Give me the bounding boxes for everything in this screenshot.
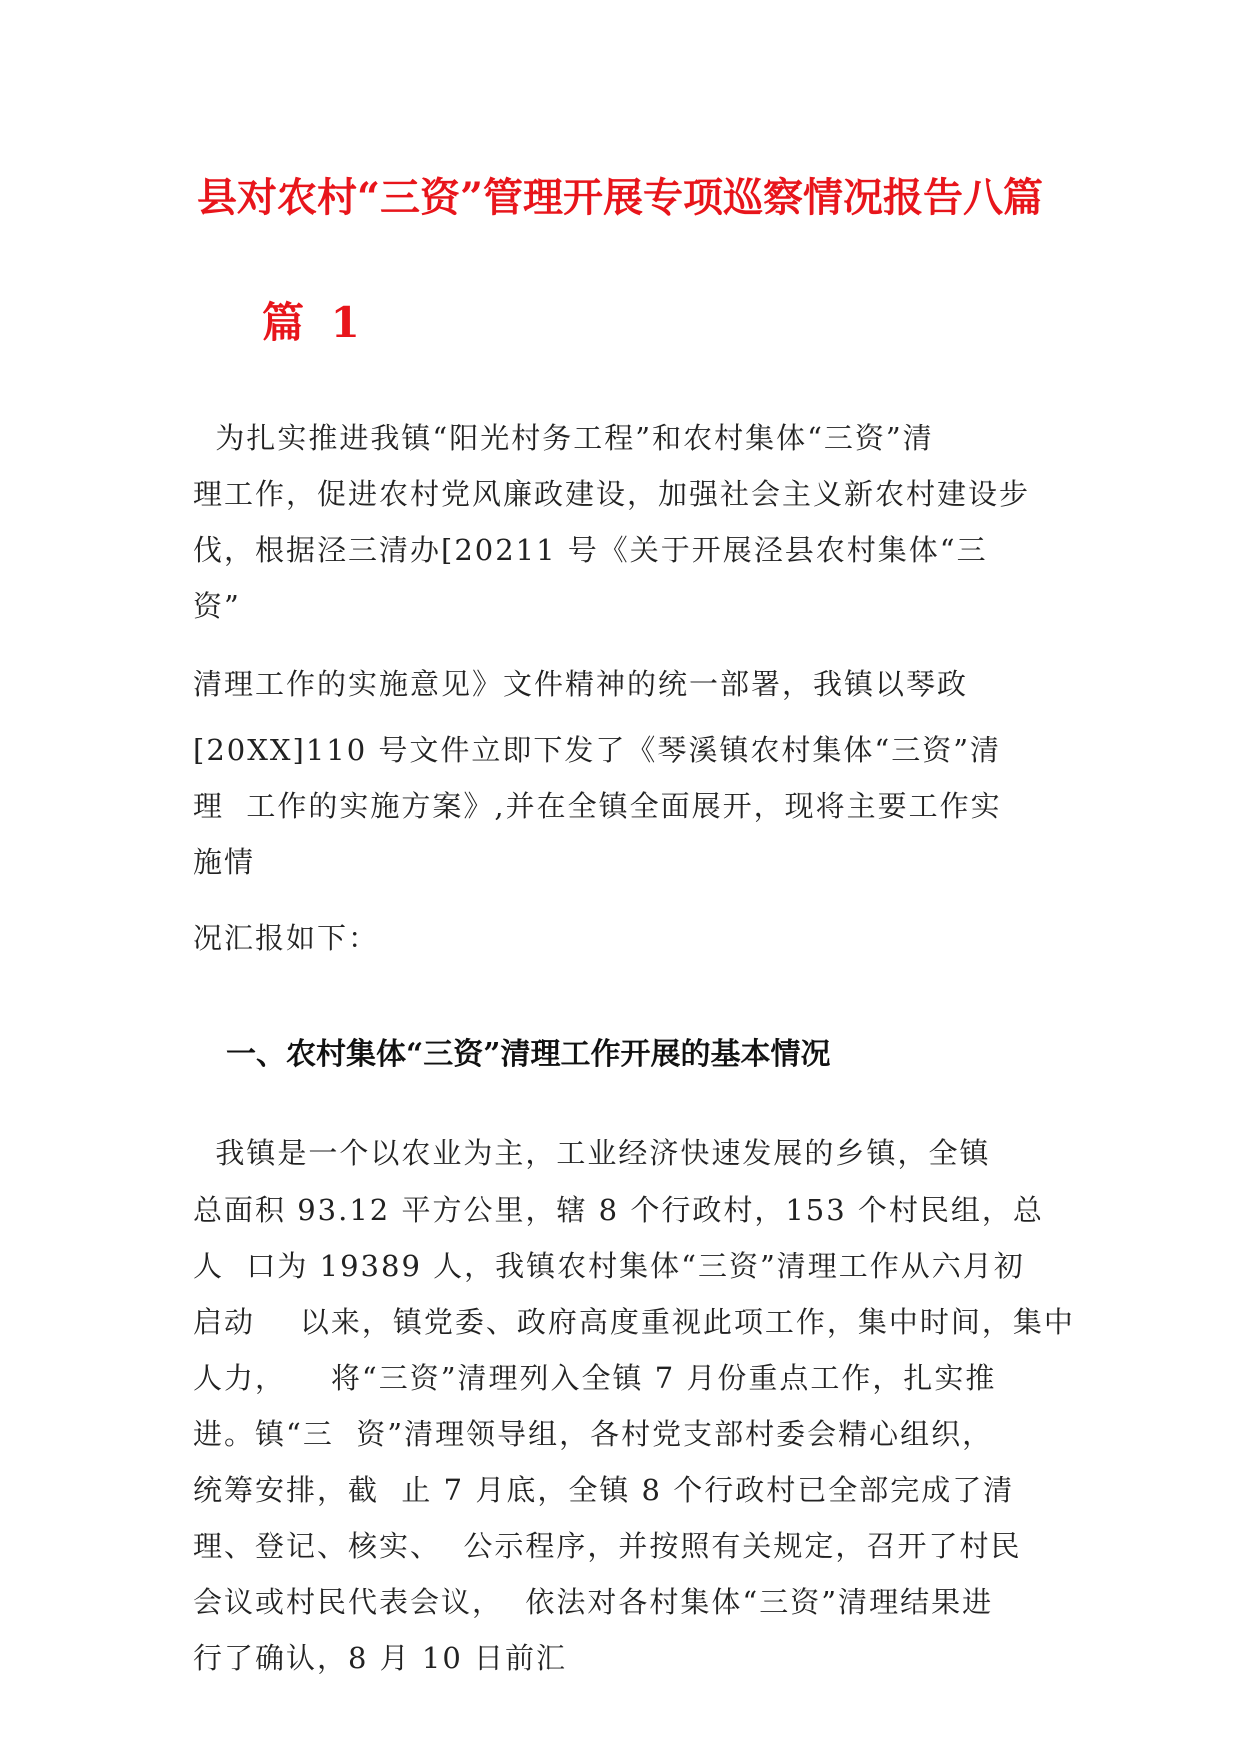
paragraph-line: 资”: [193, 589, 241, 623]
paragraph-line: 伐，根据泾三清办[20211 号《关于开展泾县农村集体“三: [193, 533, 988, 567]
paragraph-line: 理 工作的实施方案》,并在全镇全面展开，现将主要工作实: [193, 789, 1002, 823]
document-title: 县对农村“三资”管理开展专项巡察情况报告八篇: [196, 174, 1043, 221]
paragraph-line: [20XX]110 号文件立即下发了《琴溪镇农村集体“三资”清: [193, 733, 1002, 767]
paragraph-line: 行了确认，8 月 10 日前汇: [193, 1641, 568, 1675]
section-heading: 一、农村集体“三资”清理工作开展的基本情况: [226, 1037, 831, 1072]
paragraph-line: 会议或村民代表会议， 依法对各村集体“三资”清理结果进: [193, 1585, 994, 1619]
chapter-heading: 篇 1: [262, 298, 366, 347]
paragraph-line: 为扎实推进我镇“阳光村务工程”和农村集体“三资”清: [193, 421, 934, 455]
paragraph-line: 清理工作的实施意见》文件精神的统一部署，我镇以琴政: [193, 667, 969, 701]
paragraph-line: 统筹安排，截 止 7 月底，全镇 8 个行政村已全部完成了清: [193, 1473, 1015, 1507]
paragraph-line: 总面积 93.12 平方公里，辖 8 个行政村，153 个村民组，总: [193, 1193, 1044, 1227]
paragraph-line: 理工作，促进农村党风廉政建设，加强社会主义新农村建设步: [193, 477, 1031, 511]
paragraph-line: 人 口为 19389 人，我镇农村集体“三资”清理工作从六月初: [193, 1249, 1025, 1283]
paragraph-line: 理、登记、核实、 公示程序，并按照有关规定，召开了村民: [193, 1529, 1022, 1563]
paragraph-line: 人力， 将“三资”清理列入全镇 7 月份重点工作，扎实推: [193, 1361, 997, 1395]
paragraph-line: 况汇报如下：: [193, 921, 380, 955]
paragraph-line: 启动 以来，镇党委、政府高度重视此项工作，集中时间，集中: [193, 1305, 1075, 1339]
paragraph-line: 进。镇“三 资”清理领导组，各村党支部村委会精心组织，: [193, 1417, 994, 1451]
paragraph-line: 我镇是一个以农业为主，工业经济快速发展的乡镇，全镇: [193, 1136, 991, 1170]
paragraph-line: 施情: [193, 845, 256, 879]
